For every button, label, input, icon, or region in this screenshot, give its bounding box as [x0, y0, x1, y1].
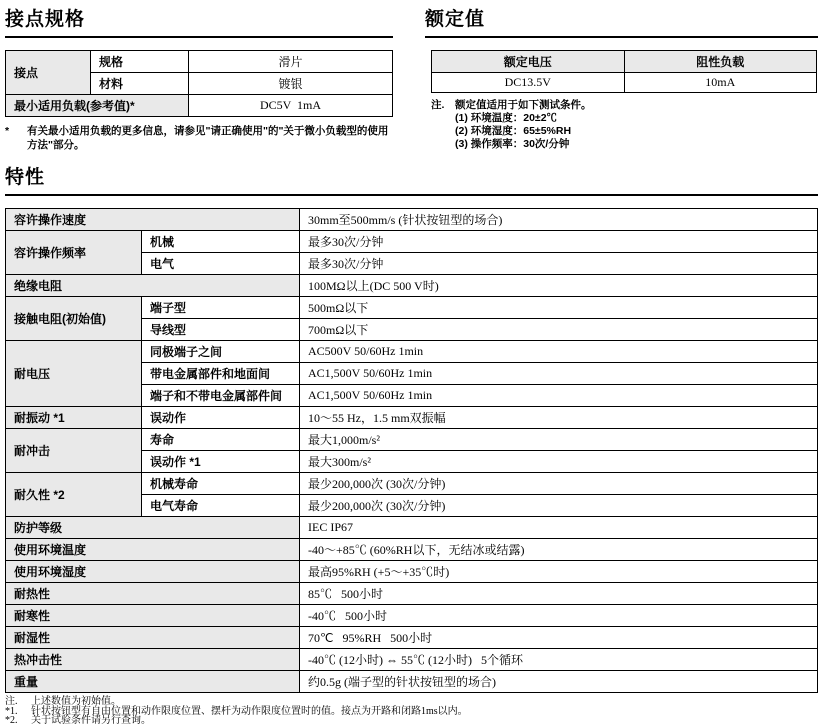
row-value-cell: DC13.5V	[432, 73, 625, 93]
row-value-cell: 700mΩ以下	[300, 319, 818, 341]
footnote-marker: *	[5, 125, 10, 137]
row-sub-cell: 导线型	[142, 319, 300, 341]
contact-spec-section	[5, 8, 393, 166]
row-label-cell: 耐湿性	[6, 627, 300, 649]
row-sub-cell: 端子和不带电金属部件间	[142, 385, 300, 407]
footer-note-text: 针状按钮型有自由位置和动作限度位置、摆杆为动作限度位置时的值。接点为开路和闭路1ms以内。	[31, 705, 468, 717]
table-row	[6, 429, 818, 451]
row-value-cell: AC1,500V 50/60Hz 1min	[300, 363, 818, 385]
row-label-cell: 最小适用负载(参考值)*	[6, 95, 189, 117]
characteristics-section	[5, 166, 818, 693]
note-title: 额定值适用于如下测试条件。	[455, 99, 592, 111]
table-row	[6, 539, 818, 561]
table-row	[6, 275, 818, 297]
note-item: (1) 环境温度：20±2℃	[455, 112, 558, 124]
footer-note-label: *2.	[5, 715, 18, 726]
row-label-cell: 耐久性 *2	[6, 473, 142, 517]
section-title-rated-values: 额定值	[425, 8, 818, 38]
row-value-cell: -40℃ (12小时) ⇔ 55℃ (12小时) 5个循环	[300, 649, 818, 671]
row-sub-cell: 规格	[91, 51, 189, 73]
column-gap	[393, 8, 425, 166]
row-value-cell: 约0.5g (端子型的针状按钮型的场合)	[300, 671, 818, 693]
footnote-text: 有关最小适用负载的更多信息，请参见"请正确使用"的"关于微小负载型的使用方法"部分。	[27, 125, 389, 151]
row-value-cell: 10mA	[624, 73, 817, 93]
row-sub-cell: 误动作	[142, 407, 300, 429]
section-title-contact-spec: 接点规格	[5, 8, 393, 38]
row-value-cell: AC500V 50/60Hz 1min	[300, 341, 818, 363]
row-label-cell: 绝缘电阻	[6, 275, 300, 297]
top-columns	[5, 8, 818, 166]
note-items	[431, 112, 818, 151]
row-value-cell: -40℃ 500小时	[300, 605, 818, 627]
table-row	[6, 649, 818, 671]
row-sub-cell: 电气	[142, 253, 300, 275]
row-label-cell: 耐电压	[6, 341, 142, 407]
row-label-cell: 耐热性	[6, 583, 300, 605]
rated-values-section	[425, 8, 818, 166]
table-row	[6, 583, 818, 605]
table-row	[6, 209, 818, 231]
table-row	[6, 627, 818, 649]
row-sub-cell: 材料	[91, 73, 189, 95]
row-value-cell: 70℃ 95%RH 500小时	[300, 627, 818, 649]
row-value-cell: 镀银	[189, 73, 393, 95]
footer-note-text: 关于试验条件请另行查询。	[31, 715, 151, 726]
row-value-cell: 10～55 Hz，1.5 mm双振幅	[300, 407, 818, 429]
row-sub-cell: 误动作 *1	[142, 451, 300, 473]
table-row	[6, 671, 818, 693]
row-value-cell: 最少200,000次 (30次/分钟)	[300, 495, 818, 517]
footer-note-label: 注.	[5, 696, 18, 707]
row-value-cell: 最大300m/s²	[300, 451, 818, 473]
table-row	[6, 605, 818, 627]
footer-notes	[5, 697, 818, 726]
row-value-cell: 最高95%RH (+5～+35℃时)	[300, 561, 818, 583]
row-sub-cell: 电气寿命	[142, 495, 300, 517]
row-sub-cell: 寿命	[142, 429, 300, 451]
table-row	[6, 517, 818, 539]
row-value-cell: 最大1,000m/s²	[300, 429, 818, 451]
row-label-cell: 容许操作速度	[6, 209, 300, 231]
row-sub-cell: 机械	[142, 231, 300, 253]
table-row	[6, 95, 393, 117]
table-row	[6, 561, 818, 583]
row-sub-cell: 机械寿命	[142, 473, 300, 495]
note-label: 注.	[431, 99, 445, 111]
row-sub-cell: 端子型	[142, 297, 300, 319]
row-label-cell: 使用环境湿度	[6, 561, 300, 583]
row-value-cell: 最少200,000次 (30次/分钟)	[300, 473, 818, 495]
row-label-cell: 热冲击性	[6, 649, 300, 671]
row-value-cell: 100MΩ以上(DC 500 V时)	[300, 275, 818, 297]
rated-values-note	[431, 99, 818, 151]
footer-note-label: *1.	[5, 705, 18, 717]
row-sub-cell: 带电金属部件和地面间	[142, 363, 300, 385]
table-row	[6, 297, 818, 319]
row-value-cell: 滑片	[189, 51, 393, 73]
row-label-cell: 重量	[6, 671, 300, 693]
table-row	[6, 231, 818, 253]
row-value-cell: IEC IP67	[300, 517, 818, 539]
column-header-cell: 额定电压	[432, 51, 625, 73]
row-label-cell: 防护等级	[6, 517, 300, 539]
row-label-cell: 接点	[6, 51, 91, 95]
column-header-cell: 阻性负载	[624, 51, 817, 73]
section-title-characteristics: 特性	[5, 166, 818, 196]
row-label-cell: 耐冲击	[6, 429, 142, 473]
row-value-cell: -40～+85℃ (60%RH以下，无结冰或结露)	[300, 539, 818, 561]
note-item: (2) 环境湿度：65±5%RH	[455, 125, 572, 137]
row-value-cell: 500mΩ以下	[300, 297, 818, 319]
row-value-cell: DC5V 1mA	[189, 95, 393, 117]
row-label-cell: 容许操作频率	[6, 231, 142, 275]
table-row	[6, 473, 818, 495]
row-label-cell: 使用环境温度	[6, 539, 300, 561]
row-label-cell: 接触电阻(初始值)	[6, 297, 142, 341]
row-value-cell: 30mm至500mm/s (针状按钮型的场合)	[300, 209, 818, 231]
footer-note-text: 上述数值为初始值。	[31, 696, 121, 707]
note-heading	[431, 99, 818, 112]
rated-values-table	[431, 50, 817, 93]
table-row	[6, 341, 818, 363]
footer-note-row	[5, 716, 818, 726]
table-row	[6, 51, 393, 73]
row-sub-cell: 同极端子之间	[142, 341, 300, 363]
row-value-cell: 最多30次/分钟	[300, 253, 818, 275]
row-value-cell: 最多30次/分钟	[300, 231, 818, 253]
row-label-cell: 耐寒性	[6, 605, 300, 627]
contact-spec-table	[5, 50, 393, 117]
row-value-cell: AC1,500V 50/60Hz 1min	[300, 385, 818, 407]
table-row	[432, 73, 817, 93]
contact-spec-footnote	[5, 124, 391, 152]
note-item: (3) 操作频率：30次/分钟	[455, 138, 570, 150]
table-header-row	[432, 51, 817, 73]
characteristics-table	[5, 208, 818, 693]
row-value-cell: 85℃ 500小时	[300, 583, 818, 605]
table-row	[6, 407, 818, 429]
row-label-cell: 耐振动 *1	[6, 407, 142, 429]
